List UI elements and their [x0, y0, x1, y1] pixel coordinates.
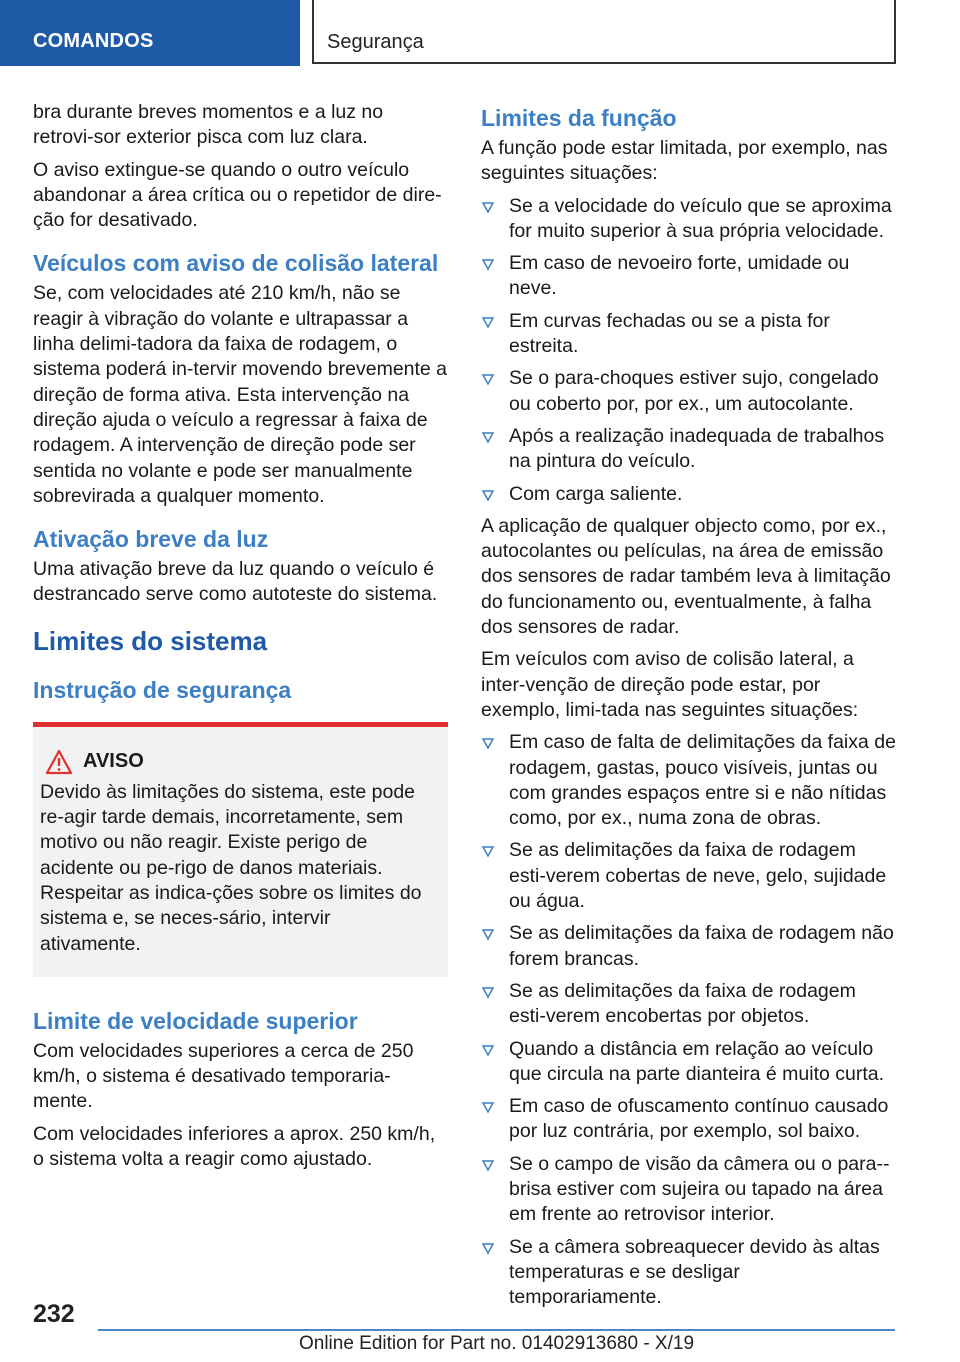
chapter-tab: COMANDOS [0, 0, 300, 66]
list-item: Se o para-choques estiver sujo, congelado ou coberto por, por ex., um autocolante. [481, 366, 896, 417]
limit-list-1 [481, 194, 896, 507]
list-item: Em caso de falta de delimitações da faixa de rodagem, gastas, pouco visíveis, juntas ou com grandes espaços entre si e não nítidas como, por ex., numa zona de obras. [481, 730, 896, 831]
bullet-triangle-icon [481, 927, 495, 941]
footer-divider [98, 1329, 895, 1331]
paragraph: A função pode estar limitada, por exemplo, nas seguintes situações: [481, 137, 888, 185]
paragraph: Se, com velocidades até 210 km/h, não se reagir à vibração do volante e ultrapassar a linha delimi-tadora da faixa de rodagem, o sistema poderá in-tervir movendo brevemente a direção de forma ativa. Esta intervenção na direção ajuda o veículo a regressar à faixa de rodagem. A intervenção de direção pode ser sentida no volante e pode ser manualmente sobrevirada a qualquer momento. [33, 282, 448, 507]
paragraph: O aviso extingue-se quando o outro veículo abandonar a área crítica ou o repetidor de dire-ção for desativado. [33, 158, 442, 232]
bullet-triangle-icon [481, 736, 495, 750]
limit-list-2 [481, 730, 896, 1310]
heading-brief-light: Ativação breve da luz [33, 526, 269, 553]
list-item: Após a realização inadequada de trabalhos na pintura do veículo. [481, 424, 896, 475]
warning-box [33, 722, 448, 977]
bullet-triangle-icon [481, 200, 495, 214]
bullet-triangle-icon [481, 1100, 495, 1114]
list-item: Se as delimitações da faixa de rodagem esti-verem encobertas por objetos. [481, 979, 896, 1030]
bullet-triangle-icon [481, 1241, 495, 1255]
bullet-triangle-icon [481, 257, 495, 271]
paragraph: Com velocidades superiores a cerca de 250 km/h, o sistema é desativado temporaria-mente. [33, 1039, 414, 1113]
section-title: Segurança [312, 0, 896, 64]
list-item: Se a velocidade do veículo que se aproxima for muito superior à sua própria velocidade. [481, 194, 896, 245]
paragraph: Uma ativação breve da luz quando o veículo é destrancado serve como autoteste do sistema. [33, 558, 438, 606]
paragraph: bra durante breves momentos e a luz no retrovi-sor exterior pisca com luz clara. [33, 101, 384, 149]
heading-function-limits: Limites da função [481, 105, 677, 131]
bullet-triangle-icon [481, 1158, 495, 1172]
heading-safety-instruction: Instrução de segurança [33, 676, 292, 703]
footer-edition: Online Edition for Part no. 01402913680 - X/19 [298, 1333, 695, 1354]
list-item: Se as delimitações da faixa de rodagem esti-verem cobertas de neve, gelo, sujidade ou água. [481, 838, 896, 914]
heading-lateral-collision: Veículos com aviso de colisão lateral [33, 250, 439, 277]
bullet-triangle-icon [481, 488, 495, 502]
paragraph: Com velocidades inferiores a aprox. 250 km/h, o sistema volta a reagir como ajustado. [33, 1122, 436, 1171]
bullet-triangle-icon [481, 985, 495, 999]
bullet-triangle-icon [481, 1043, 495, 1057]
heading-speed-limit: Limite de velocidade superior [33, 1007, 358, 1034]
left-column [33, 100, 448, 1179]
list-item: Em caso de ofuscamento contínuo causado por luz contrária, por exemplo, sol baixo. [481, 1094, 896, 1145]
list-item: Em curvas fechadas ou se a pista for estreita. [481, 309, 896, 360]
list-item: Se as delimitações da faixa de rodagem não forem brancas. [481, 921, 896, 972]
list-item: Quando a distância em relação ao veículo que circula na parte dianteira é muito curta. [481, 1037, 896, 1088]
list-item: Se a câmera sobreaquecer devido às altas temperaturas e se desligar temporariamente. [481, 1235, 896, 1311]
list-item: Em caso de nevoeiro forte, umidade ou neve. [481, 251, 896, 302]
list-item: Com carga saliente. [481, 482, 896, 507]
bullet-triangle-icon [481, 844, 495, 858]
bullet-triangle-icon [481, 315, 495, 329]
bullet-triangle-icon [481, 430, 495, 444]
right-column [481, 100, 896, 1317]
warning-title: AVISO [83, 750, 144, 773]
warning-triangle-icon [45, 749, 73, 775]
paragraph: A aplicação de qualquer objecto como, por ex., autocolantes ou películas, na área de emissão dos sensores de radar também leva à limitação do funcionamento ou, eventualmente, à falha dos sensores de radar. [481, 514, 891, 639]
heading-system-limits: Limites do sistema [33, 625, 268, 656]
bullet-triangle-icon [481, 372, 495, 386]
list-item: Se o campo de visão da câmera ou o para--brisa estiver com sujeira ou tapado na área em frente ao retrovisor interior. [481, 1152, 896, 1228]
page-number: 232 [33, 1300, 75, 1328]
warning-text: Devido às limitações do sistema, este pode re-agir tarde demais, incorretamente, sem motivo ou não reagir. Existe perigo de acidente ou pe-rigo de danos materiais. Respeitar as indica-ções sobre os limites do sistema e, se neces-sário, intervir ativamente. [40, 780, 422, 955]
paragraph: Em veículos com aviso de colisão lateral, a inter-venção de direção pode estar, por exemplo, limi-tada nas seguintes situações: [481, 648, 859, 721]
